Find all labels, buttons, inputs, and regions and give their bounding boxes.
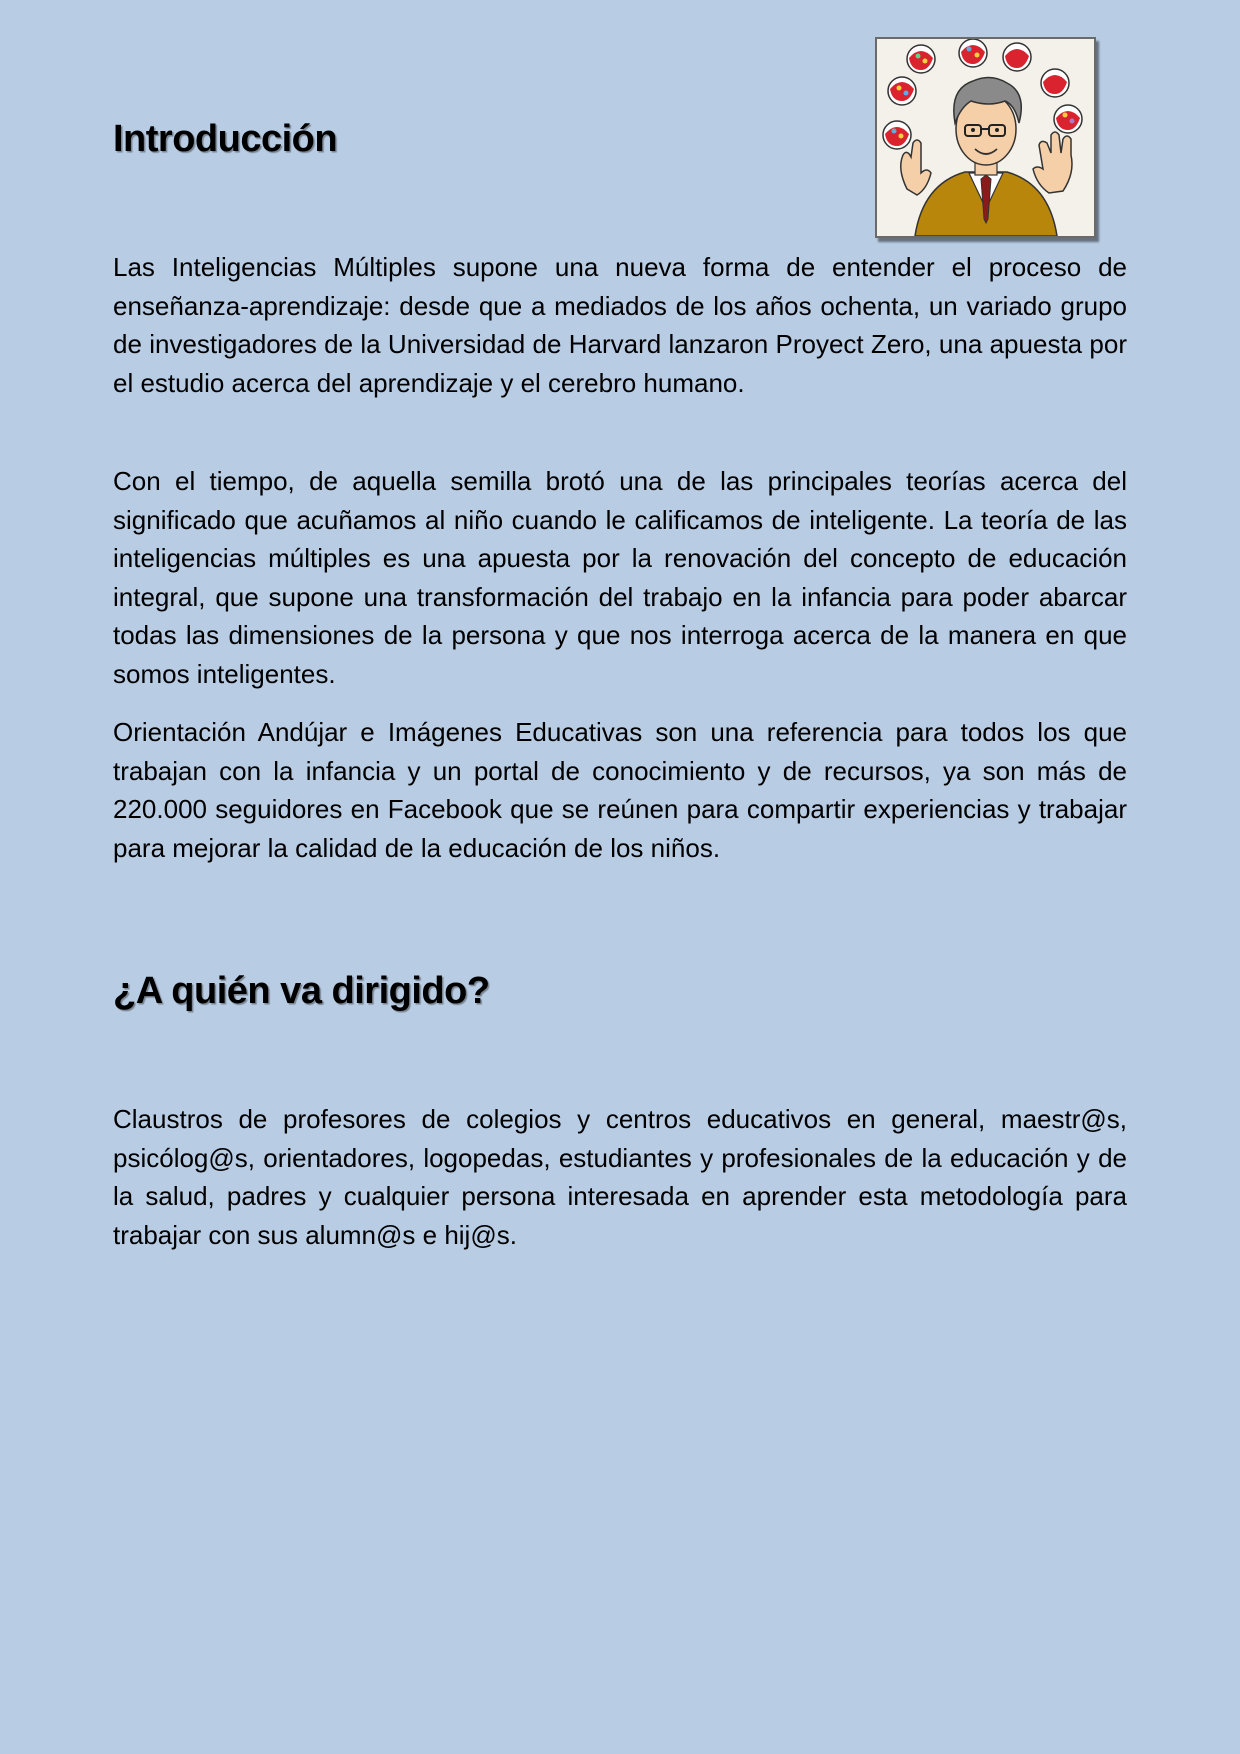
intro-paragraph: Orientación Andújar e Imágenes Educativas son una referencia para todos los que trabajan con la infancia y un portal de conocimiento y de recursos, ya son más de 220.000 seguidores en Facebook que se reúnen para compartir experiencias y trabajar para mejorar la calidad de la educación de los niños. [113,717,1127,863]
head-ball-icon [959,39,987,67]
head-ball-icon [1003,43,1031,71]
section-heading-introduction: Introducción [113,118,338,160]
audience-paragraph: Claustros de profesores de colegios y centros educativos en general, maestr@s, psicólog@s, orientadores, logopedas, estudiantes y profesionales de la educación y de la salud, padres y cualquier persona interesada en aprender esta metodología para trabajar con sus alumn@s e hij@s. [113,1104,1127,1250]
head-ball-icon [1054,105,1082,133]
head-ball-icon [888,77,916,105]
section-heading-audience: ¿A quién va dirigido? [113,970,490,1012]
juggling-teacher-illustration [875,37,1096,238]
intro-paragraph: Las Inteligencias Múltiples supone una nueva forma de entender el proceso de enseñanza-aprendizaje: desde que a mediados de los años ochenta, un variado grupo de investigadores de la Universidad de Harvard lanzaron Proyect Zero, una apuesta por el estudio acerca del aprendizaje y el cerebro humano. [113,252,1127,398]
head-ball-icon [907,45,935,73]
head-ball-icon [1041,69,1069,97]
head-ball-icon [883,121,911,149]
intro-paragraph: Con el tiempo, de aquella semilla brotó una de las principales teorías acerca del significado que acuñamos al niño cuando le calificamos de inteligente. La teoría de las inteligencias múltiples es una apuesta por la renovación del concepto de educación integral, que supone una transformación del trabajo en la infancia para poder abarcar todas las dimensiones de la persona y que nos interroga acerca de la manera en que somos inteligentes. [113,466,1127,689]
